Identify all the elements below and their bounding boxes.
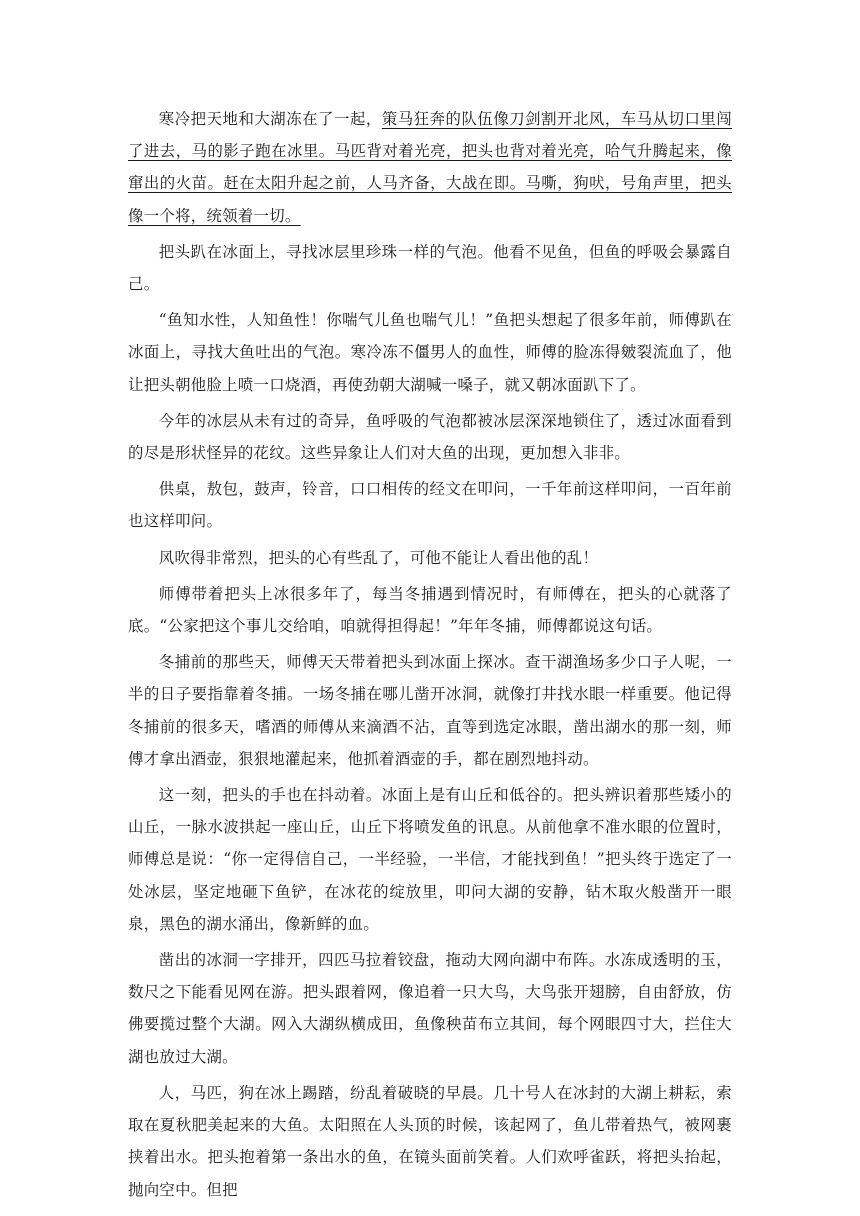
paragraph-10: 凿出的冰洞一字排开，四匹马拉着铰盘，拖动大网向湖中布阵。水冻成透明的玉，数尺之下能看见网在游。把头跟着网，像追着一只大鸟，大鸟张开翅膀，自由舒放，仿佛要揽过整个大湖。网入大湖纵横成田，鱼像秧苗布立其间，每个网眼四寸大，拦住大湖也放过大湖。 [128, 951, 732, 1066]
document-page [128, 103, 732, 1210]
paragraph-9: 这一刻，把头的手也在抖动着。冰面上是有山丘和低谷的。把头辨识着那些矮小的山丘，一脉水波拱起一座山丘，山丘下将喷发鱼的讯息。从前他拿不准水眼的位置时，师傅总是说：“你一定得信自己，一半经验，一半信，才能找到鱼！”把头终于选定了一处冰层，坚定地砸下鱼铲，在冰花的绽放里，叩问大湖的安静，钻木取火般凿开一眼泉，黑色的湖水涌出，像新鲜的血。 [128, 786, 732, 933]
underlined-passage: 策马狂奔的队伍像刀剑割开北风，车马从切口里闯了进去，马的影子跑在冰里。马匹背对着光亮，把头也背对着光亮，哈气升腾起来，像窜出的火苗。赶在太阳升起之前，人马齐备，大战在即。马嘶，狗吠，号角声里，把头像一个将，统领着一切。 [128, 110, 733, 225]
paragraph-11: 人，马匹，狗在冰上踢踏，纷乱着破晓的早晨。几十号人在冰封的大湖上耕耘，索取在夏秋肥美起来的大鱼。太阳照在人头顶的时候，该起网了，鱼儿带着热气，被网裹挟着出水。把头抱着第一条出水的鱼，在镜头面前笑着。人们欢呼雀跃，将把头抬起，抛向空中。但把 [128, 1083, 732, 1199]
paragraph-7: 师傅带着把头上冰很多年了，每当冬捕遇到情况时，有师傅在，把头的心就落了底。“公家把这个事儿交给咱，咱就得担得起！”年年冬捕，师傅都说这句话。 [128, 584, 732, 636]
paragraph-3: “鱼知水性，人知鱼性！你喘气儿鱼也喘气儿！”鱼把头想起了很多年前，师傅趴在冰面上，寻找大鱼吐出的气泡。寒冷冻不僵男人的血性，师傅的脸冻得皴裂流血了，他让把头朝他脸上喷一口烧酒，再使劲朝大湖喊一嗓子，就又朝冰面趴下了。 [128, 311, 732, 394]
paragraph-8: 冬捕前的那些天，师傅天天带着把头到冰面上探冰。查干湖渔场多少口子人呢，一半的日子要指靠着冬捕。一场冬捕在哪儿凿开冰洞，就像打井找水眼一样重要。他记得冬捕前的很多天，嗜酒的师傅从来滴酒不沾，直等到选定冰眼，凿出湖水的那一刻，师傅才拿出酒壶，狠狠地灌起来，他抓着酒壶的手，都在剧烈地抖动。 [128, 653, 732, 768]
paragraph-2: 把头趴在冰面上，寻找冰层里珍珠一样的气泡。他看不见鱼，但鱼的呼吸会暴露自己。 [128, 242, 732, 294]
paragraph-5: 供桌，敖包，鼓声，铃音，口口相传的经文在叩问，一千年前这样叩问，一百年前也这样叩问。 [128, 480, 732, 531]
paragraph-1-plain: 寒冷把天地和大湖冻在了一起， [158, 110, 382, 128]
paragraph-1 [128, 103, 732, 232]
paragraph-6: 风吹得非常烈，把头的心有些乱了，可他不能让人看出他的乱！ [158, 548, 599, 567]
paragraph-4: 今年的冰层从未有过的奇异，鱼呼吸的气泡都被冰层深深地锁住了，透过冰面看到的尽是形状怪异的花纹。这些异象让人们对大鱼的出现，更加想入非非。 [128, 411, 732, 463]
